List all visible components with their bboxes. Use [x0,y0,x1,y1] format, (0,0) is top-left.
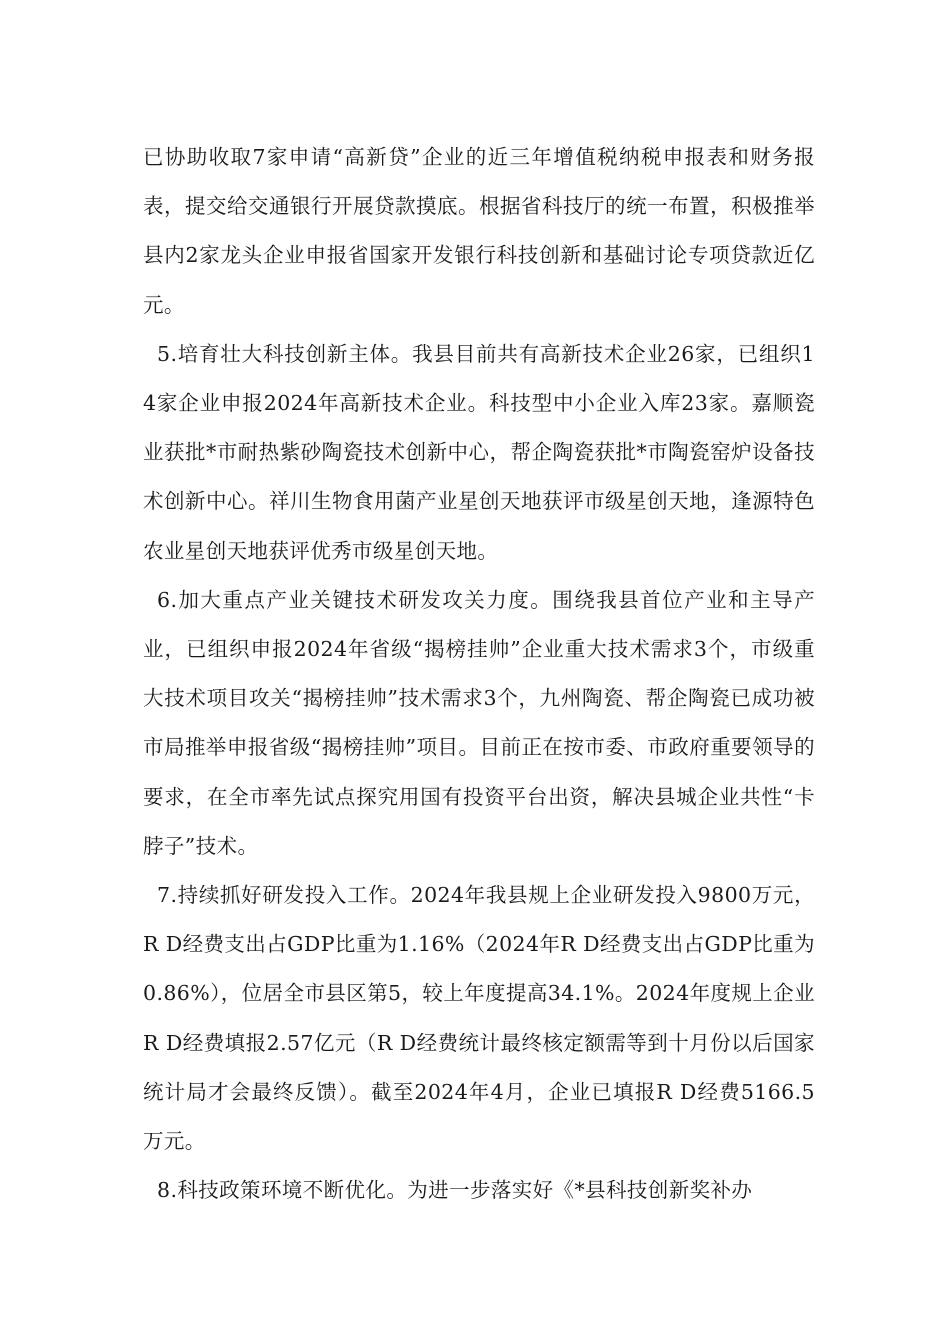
paragraph-key-technology: 6.加大重点产业关键技术研发攻关力度。围绕我县首位产业和主导产业，已组织申报2024年省级“揭榜挂帅”企业重大技术需求3个，市级重大技术项目攻关“揭榜挂帅”技术需求3个，九州陶瓷、帮企陶瓷已成功被市局推举申报省级“揭榜挂帅”项目。目前正在按市委、市政府重要领导的要求，在全市率先试点探究用国有投资平台出资，解决县城企业共性“卡脖子”技术。 [143,587,815,858]
paragraph-policy-environment: 8.科技政策环境不断优化。为进一步落实好《*县科技创新奖补办 [157,1178,753,1203]
paragraph-rd-investment: 7.持续抓好研发投入工作。2024年我县规上企业研发投入9800万元，R D经费支出占GDP比重为1.16%（2024年R D经费支出占GDP比重为0.86%），位居全市县区第5，较上年度提高34.1%。2024年度规上企业R D经费填报2.57亿元（R D经费统计最终核定额需等到十月份以后国家统计局才会最终反馈）。截至2024年4月，企业已填报R D经费5166.5万元。 [143,883,815,1154]
document-body [143,133,815,1215]
paragraph-loan-support: 已协助收取7家申请“高新贷”企业的近三年增值税纳税申报表和财务报表，提交给交通银行开展贷款摸底。根据省科技厅的统一布置，积极推举县内2家龙头企业申报省国家开发银行科技创新和基础讨论专项贷款近亿元。 [143,145,815,317]
paragraph-innovation-entities: 5.培育壮大科技创新主体。我县目前共有高新技术企业26家，已组织14家企业申报2024年高新技术企业。科技型中小企业入库23家。嘉顺瓷业获批*市耐热紫砂陶瓷技术创新中心，帮企陶瓷获批*市陶瓷窑炉设备技术创新中心。祥川生物食用菌产业星创天地获评市级星创天地，逢源特色农业星创天地获评优秀市级星创天地。 [143,341,815,563]
